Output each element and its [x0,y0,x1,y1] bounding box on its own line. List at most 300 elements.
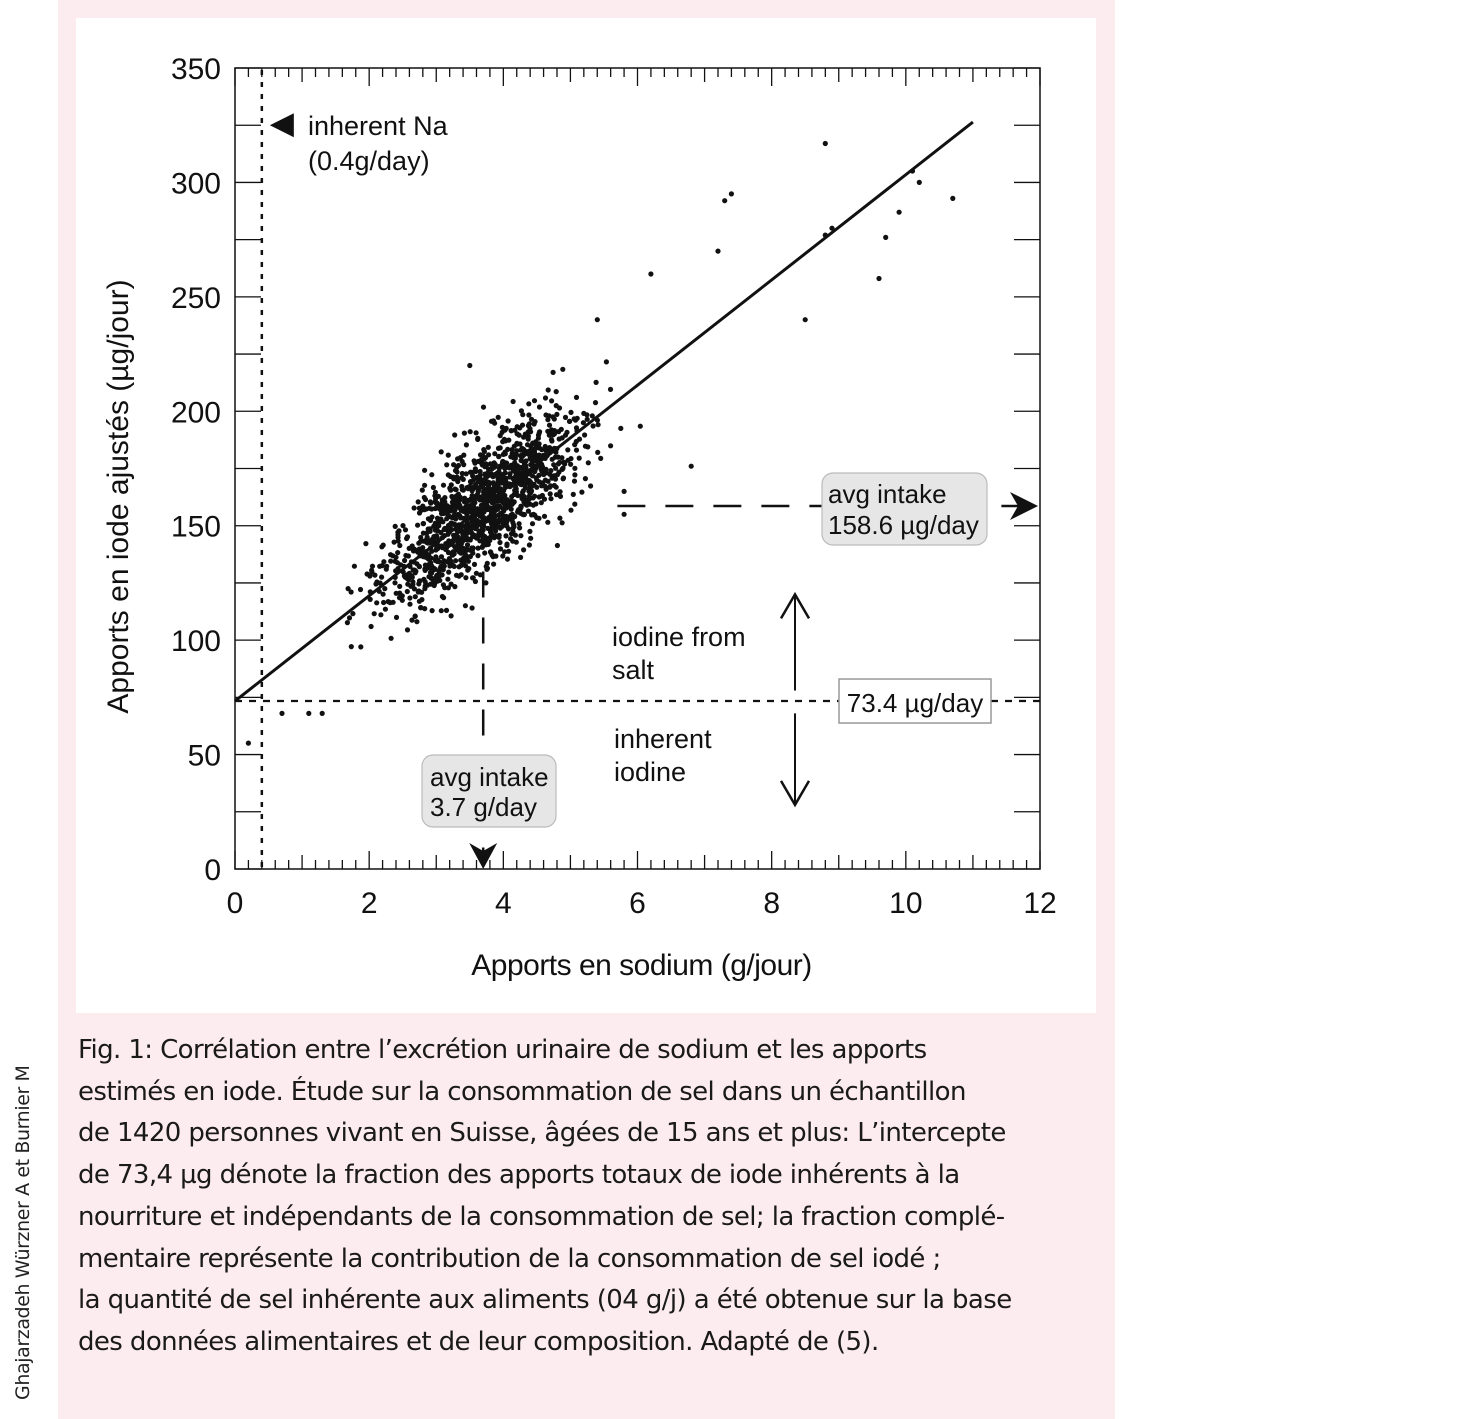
data-point [472,523,477,528]
data-point [496,524,501,529]
salt-label: iodine from [612,622,746,652]
data-point [470,486,475,491]
y-tick-label: 150 [170,510,221,544]
data-point [454,487,459,492]
data-point [514,441,519,446]
data-point [472,461,477,466]
data-point [417,564,422,569]
data-point [591,423,596,428]
data-point [349,589,354,594]
data-point [509,428,514,433]
data-point [729,191,734,196]
x-tick-label: 0 [226,887,244,920]
data-point [428,582,433,587]
data-point [459,572,464,577]
data-point [453,558,458,563]
chart-area [76,18,1096,1013]
data-point [530,441,535,446]
data-point [537,441,542,446]
data-point [403,553,408,558]
data-point [384,564,389,569]
data-point [430,608,435,613]
data-point [528,429,533,434]
data-point [524,503,529,508]
data-point [475,436,480,441]
data-point [394,591,399,596]
data-point [560,520,565,525]
data-point [608,443,613,448]
data-point [547,433,552,438]
data-point [551,370,556,375]
data-point [403,527,408,532]
data-point [577,456,582,461]
data-point [489,466,494,471]
data-point [517,521,522,526]
data-point [483,475,488,480]
data-point [518,533,523,538]
data-point [594,380,599,385]
data-point [507,465,512,470]
data-point [563,415,568,420]
data-point [482,550,487,555]
data-point [514,540,519,545]
data-point [527,529,532,534]
data-point [470,575,475,580]
data-point [531,447,536,452]
data-point [481,447,486,452]
data-point [464,442,469,447]
data-point [604,359,609,364]
data-point [441,483,446,488]
data-point [481,405,486,410]
data-point [431,485,436,490]
data-point [505,447,510,452]
data-point [381,600,386,605]
data-point [519,408,524,413]
data-point [363,541,368,546]
data-point [574,395,579,400]
data-point [496,498,501,503]
data-point [381,559,386,564]
data-point [498,445,503,450]
data-point [555,543,560,548]
data-point [823,141,828,146]
data-point [512,460,517,465]
data-point [478,520,483,525]
data-point [548,483,553,488]
data-point [511,399,516,404]
avg-iodine-label: 158.6 µg/day [828,510,979,540]
data-point [547,423,552,428]
data-point [461,532,466,537]
caption-line: de 73,4 µg dénote la fraction des apports totaux de iode inhérents à la [78,1160,960,1191]
data-point [444,462,449,467]
data-point [426,516,431,521]
data-point [444,608,449,613]
data-point [897,210,902,215]
data-point [490,522,495,527]
data-point [467,363,472,368]
data-point [588,483,593,488]
data-point [549,476,554,481]
data-point [543,468,548,473]
data-point [470,546,475,551]
data-point [468,429,473,434]
x-tick-label: 12 [1023,887,1057,920]
data-point [425,535,430,540]
caption-line: des données alimentaires et de leur composition. Adapté de (5). [78,1326,879,1357]
data-point [345,620,350,625]
data-point [579,490,584,495]
data-point [421,531,426,536]
data-point [518,506,523,511]
data-point [369,624,374,629]
data-point [575,416,580,421]
data-point [420,488,425,493]
data-point [557,516,562,521]
figure-caption [78,1030,1088,1364]
data-point [534,485,539,490]
data-point [379,575,384,580]
data-point [461,462,466,467]
data-point [476,546,481,551]
y-tick-label: 250 [170,281,221,315]
data-point [453,516,458,521]
data-point [572,472,577,477]
data-point [441,509,446,514]
data-point [474,536,479,541]
data-point [548,468,553,473]
data-point [428,501,433,506]
data-point [400,598,405,603]
data-point [475,553,480,558]
data-point [514,452,519,457]
data-point [506,438,511,443]
data-point [513,487,518,492]
caption-line: mentaire représente la contribution de la consommation de sel iodé ; [78,1243,941,1274]
data-point [405,627,410,632]
data-point [500,425,505,430]
data-point [429,576,434,581]
data-point [518,555,523,560]
data-point [572,502,577,507]
data-point [561,460,566,465]
data-point [552,431,557,436]
data-point [549,437,554,442]
data-point [491,480,496,485]
data-point [488,461,493,466]
data-point [467,509,472,514]
data-point [493,554,498,559]
data-point [504,480,509,485]
data-point [545,520,550,525]
data-point [426,526,431,531]
data-point [246,741,251,746]
data-point [433,521,438,526]
data-point [571,492,576,497]
data-point [439,449,444,454]
data-point [572,479,577,484]
data-point [508,536,513,541]
data-point [504,523,509,528]
data-point [496,535,501,540]
data-point [596,422,601,427]
data-point [437,578,442,583]
data-point [497,540,502,545]
data-point [529,488,534,493]
data-point [407,595,412,600]
data-point [561,475,566,480]
data-point [417,578,422,583]
x-tick-label: 4 [494,887,512,920]
data-point [449,613,454,618]
avg-iodine-label: avg intake [828,479,947,509]
data-point [433,558,438,563]
data-point [583,476,588,481]
data-point [442,527,447,532]
data-point [519,453,524,458]
y-tick-label: 200 [170,396,221,430]
inherent-na-label: inherent Na [308,111,448,142]
data-point [480,482,485,487]
data-point [419,597,424,602]
data-point [549,398,554,403]
data-point [405,582,410,587]
data-point [462,431,467,436]
inherent-iodine-label: iodine [614,757,687,787]
data-point [358,644,363,649]
data-point [352,564,357,569]
data-point [556,461,561,466]
data-point [521,496,526,501]
data-point [393,555,398,560]
data-point [506,549,511,554]
data-point [425,540,430,545]
data-point [372,611,377,616]
data-point [486,445,491,450]
data-point [527,542,532,547]
data-point [507,474,512,479]
data-point [715,249,720,254]
data-point [876,276,881,281]
data-point [422,506,427,511]
data-point [410,543,415,548]
data-point [503,514,508,519]
data-point [429,472,434,477]
data-point [464,471,469,476]
data-point [503,451,508,456]
data-point [457,549,462,554]
data-point [486,452,491,457]
data-point [532,419,537,424]
data-point [451,476,456,481]
data-point [448,488,453,493]
data-point [441,582,446,587]
data-point [434,505,439,510]
data-point [491,509,496,514]
data-point [490,517,495,522]
data-point [568,508,573,513]
data-point [397,543,402,548]
x-tick-label: 2 [360,887,378,920]
y-tick-label: 0 [204,854,221,887]
data-point [429,506,434,511]
data-point [463,527,468,532]
x-axis-title: Apports en sodium (g/jour) [471,949,812,982]
data-point [446,453,451,458]
data-point [427,555,432,560]
data-point [418,535,423,540]
data-point [883,235,888,240]
data-point [378,612,383,617]
data-point [493,472,498,477]
intercept-label: 73.4 µg/day [846,688,984,719]
data-point [582,432,587,437]
data-point [460,487,465,492]
caption-line: de 1420 personnes vivant en Suisse, âgées de 15 ans et plus: L’intercepte [78,1118,1006,1149]
y-tick-label: 100 [170,625,221,659]
data-point [452,432,457,437]
data-point [500,459,505,464]
avg-sodium-arrow-icon [469,843,497,869]
data-point [504,542,509,547]
data-point [370,564,375,569]
data-point [421,521,426,526]
data-point [520,446,525,451]
data-point [531,512,536,517]
data-point [394,615,399,620]
data-point [422,495,427,500]
data-point [475,485,480,490]
data-point [452,507,457,512]
data-point [618,426,623,431]
data-point [428,560,433,565]
data-point [533,456,538,461]
data-point [347,615,352,620]
data-point [410,582,415,587]
data-point [950,196,955,201]
data-point [365,571,370,576]
data-point [468,554,473,559]
data-point [622,489,627,494]
data-point [526,509,531,514]
data-point [434,526,439,531]
data-point [546,387,551,392]
data-point [415,523,420,528]
y-tick-label: 350 [170,53,221,86]
data-point [568,456,573,461]
data-point [455,456,460,461]
data-point [565,447,570,452]
data-point [502,500,507,505]
data-point [474,571,479,576]
data-point [392,580,397,585]
data-point [448,558,453,563]
data-point [503,533,508,538]
inherent-na-arrow-icon [270,113,294,137]
data-point [595,317,600,322]
data-point [423,579,428,584]
data-point [422,468,427,473]
data-point [478,469,483,474]
data-point [515,431,520,436]
data-point [413,614,418,619]
data-point [543,484,548,489]
data-point [548,491,553,496]
data-point [434,533,439,538]
data-point [422,606,427,611]
data-point [568,462,573,467]
data-point [492,451,497,456]
data-point [446,570,451,575]
data-point [537,431,542,436]
data-point [485,536,490,541]
data-point [358,587,363,592]
data-point [585,417,590,422]
data-point [396,538,401,543]
data-point [534,475,539,480]
data-point [554,403,559,408]
data-point [407,602,412,607]
data-point [523,485,528,490]
data-point [279,711,284,716]
data-point [460,562,465,567]
data-point [554,492,559,497]
data-point [455,534,460,539]
data-point [455,539,460,544]
data-point [416,588,421,593]
data-point [532,398,537,403]
data-point [536,516,541,521]
data-point [638,424,643,429]
data-point [491,562,496,567]
data-point [506,504,511,509]
y-axis-title: Apports en iode ajustés (µg/jour) [102,279,135,714]
data-point [548,496,553,501]
data-point [416,499,421,504]
data-point [574,448,579,453]
data-point [459,508,464,513]
data-point [446,538,451,543]
data-point [413,570,418,575]
data-point [689,464,694,469]
data-point [595,450,600,455]
data-point [479,514,484,519]
data-point [530,521,535,526]
data-point [433,490,438,495]
data-point [574,439,579,444]
data-point [440,594,445,599]
data-point [526,401,531,406]
data-point [461,453,466,458]
data-point [593,400,598,405]
data-point [532,469,537,474]
data-point [479,538,484,543]
data-point [456,492,461,497]
data-point [388,552,393,557]
data-point [441,562,446,567]
data-point [526,452,531,457]
data-point [404,536,409,541]
data-point [393,524,398,529]
data-point [435,516,440,521]
data-point [470,605,475,610]
data-point [543,478,548,483]
data-point [528,536,533,541]
data-point [422,483,427,488]
data-point [523,479,528,484]
data-point [622,512,627,517]
